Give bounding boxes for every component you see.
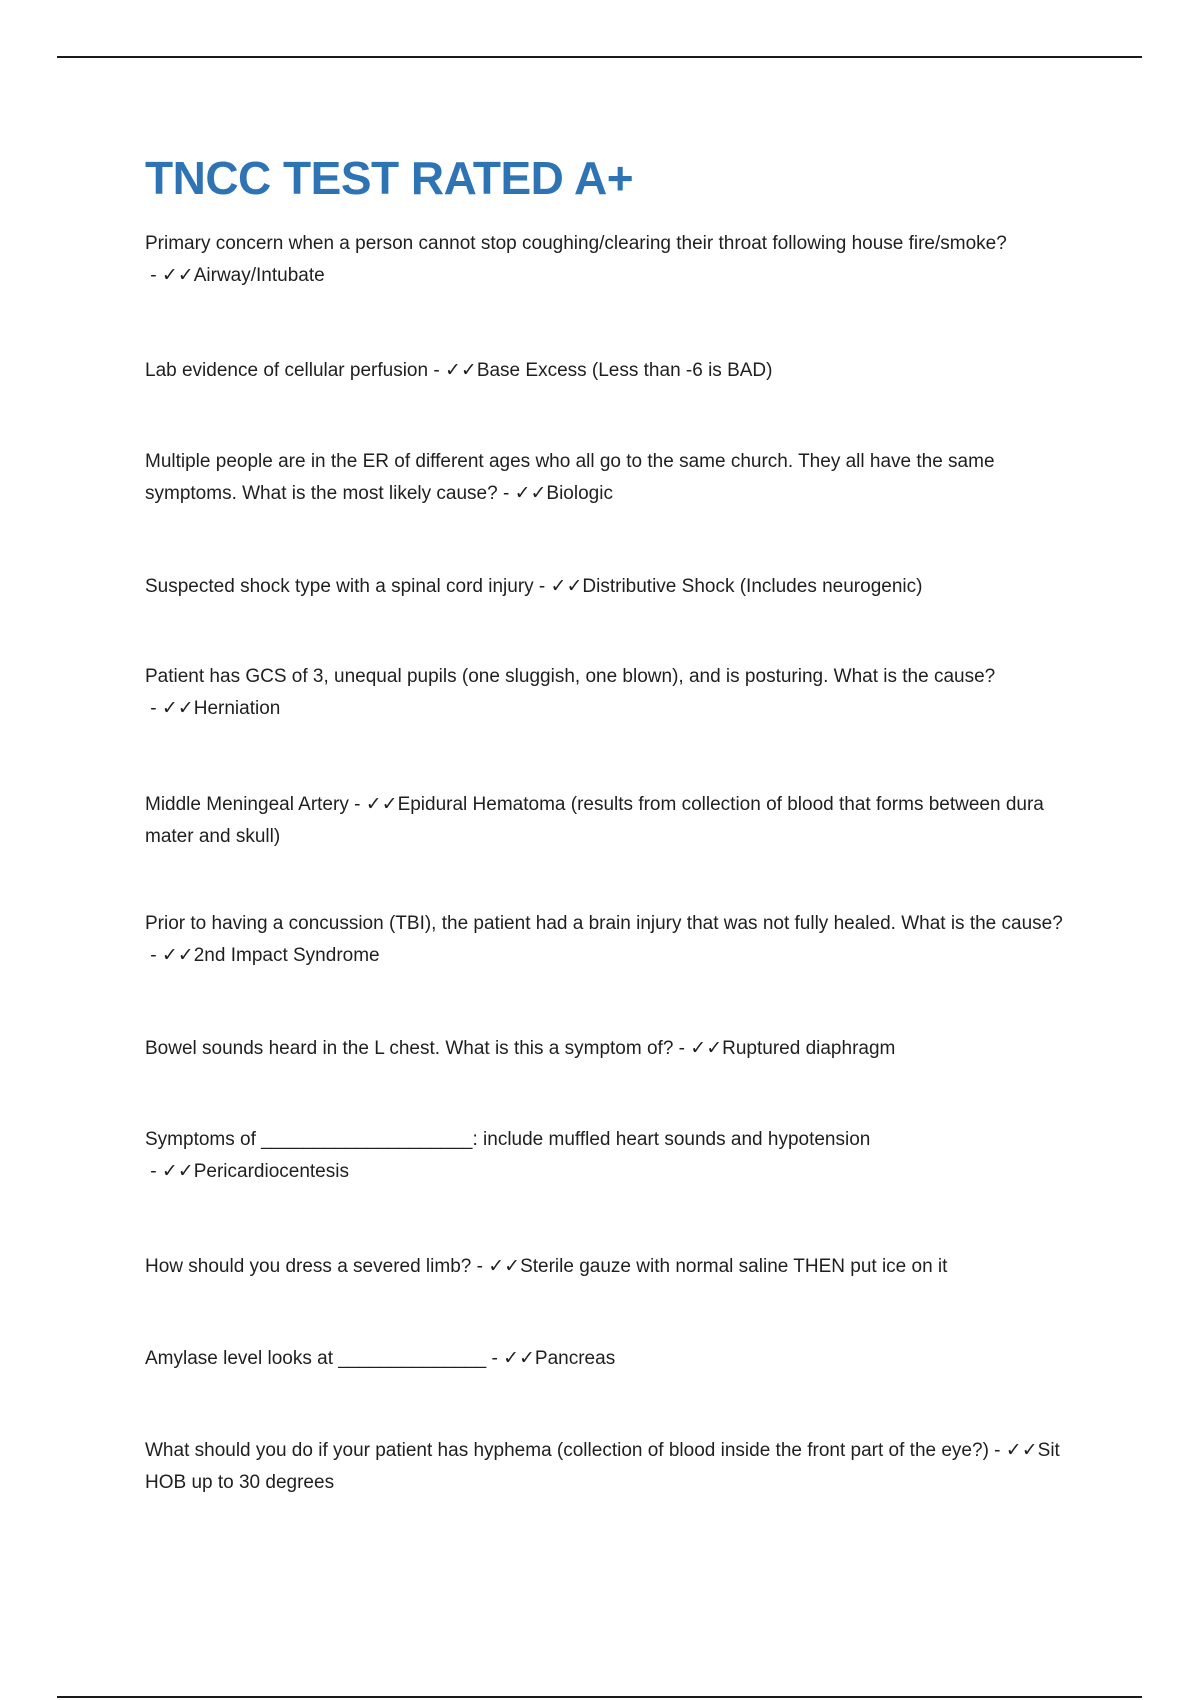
- qa-item: [145, 908, 1065, 972]
- check-mark-icon: ✓✓: [444, 360, 477, 381]
- question-text: What should you do if your patient has hyphema (collection of blood inside the front part of the eye?): [145, 1440, 989, 1461]
- check-mark-icon: ✓✓: [690, 1038, 723, 1059]
- answer-text: Herniation: [193, 698, 281, 719]
- top-rule: [57, 56, 1142, 58]
- answer-text: Pancreas: [534, 1348, 616, 1369]
- separator: -: [145, 1161, 162, 1182]
- check-mark-icon: ✓✓: [161, 698, 194, 719]
- check-mark-icon: ✓✓: [488, 1256, 521, 1277]
- qa-item: [145, 1343, 1065, 1375]
- qa-item: [145, 661, 1065, 725]
- question-text: Symptoms of ____________________: include muffled heart sounds and hypotension: [145, 1129, 871, 1150]
- qa-item: [145, 355, 1065, 387]
- qa-item: [145, 1033, 1065, 1065]
- separator: -: [486, 1348, 504, 1369]
- bottom-rule: [57, 1696, 1142, 1698]
- qa-item: [145, 228, 1065, 292]
- question-text: Amylase level looks at ______________: [145, 1348, 487, 1369]
- question-text: How should you dress a severed limb?: [145, 1256, 472, 1277]
- answer-text: Sterile gauze with normal saline THEN put ice on it: [520, 1256, 948, 1277]
- question-text: Middle Meningeal Artery: [145, 794, 349, 815]
- qa-item: [145, 789, 1065, 853]
- answer-text: Pericardiocentesis: [193, 1161, 349, 1182]
- answer-text: Sit HOB up to 30 degrees: [145, 1440, 1060, 1493]
- qa-item: [145, 1124, 1065, 1188]
- check-mark-icon: ✓✓: [514, 483, 547, 504]
- check-mark-icon: ✓✓: [503, 1348, 535, 1369]
- document-title: TNCC TEST RATED A+: [145, 152, 634, 204]
- question-text: Lab evidence of cellular perfusion: [145, 360, 429, 381]
- qa-item: [145, 1251, 1065, 1283]
- qa-item: [145, 1435, 1065, 1499]
- separator: -: [471, 1256, 489, 1277]
- separator: -: [428, 360, 445, 381]
- check-mark-icon: ✓✓: [161, 945, 194, 966]
- answer-text: Airway/Intubate: [193, 265, 325, 286]
- qa-item: [145, 446, 1065, 510]
- question-text: Bowel sounds heard in the L chest. What is this a symptom of?: [145, 1038, 674, 1059]
- separator: -: [348, 794, 366, 815]
- question-text: Patient has GCS of 3, unequal pupils (one sluggish, one blown), and is posturing. What is the cause?: [145, 666, 996, 687]
- separator: -: [145, 698, 162, 719]
- answer-text: Biologic: [546, 483, 613, 504]
- separator: -: [497, 483, 515, 504]
- check-mark-icon: ✓✓: [161, 265, 194, 286]
- separator: -: [145, 265, 162, 286]
- question-text: Suspected shock type with a spinal cord injury: [145, 576, 534, 597]
- answer-text: Distributive Shock (Includes neurogenic): [582, 576, 923, 597]
- question-text: Multiple people are in the ER of different ages who all go to the same church. They all have the same symptoms. What is the most likely cause?: [145, 451, 995, 504]
- separator: -: [145, 945, 162, 966]
- answer-text: Base Excess (Less than -6 is BAD): [476, 360, 773, 381]
- separator: -: [533, 576, 551, 597]
- check-mark-icon: ✓✓: [550, 576, 583, 597]
- separator: -: [673, 1038, 691, 1059]
- separator: -: [988, 1440, 1006, 1461]
- answer-text: Ruptured diaphragm: [722, 1038, 896, 1059]
- answer-text: 2nd Impact Syndrome: [193, 945, 380, 966]
- answer-text: Epidural Hematoma (results from collection of blood that forms between dura mater and skull): [145, 794, 1044, 847]
- question-text: Primary concern when a person cannot stop coughing/clearing their throat following house fire/smoke?: [145, 233, 1007, 254]
- check-mark-icon: ✓✓: [365, 794, 398, 815]
- check-mark-icon: ✓✓: [1005, 1440, 1038, 1461]
- check-mark-icon: ✓✓: [161, 1161, 194, 1182]
- question-text: Prior to having a concussion (TBI), the patient had a brain injury that was not fully healed. What is the cause?: [145, 913, 1063, 934]
- qa-item: [145, 571, 1065, 603]
